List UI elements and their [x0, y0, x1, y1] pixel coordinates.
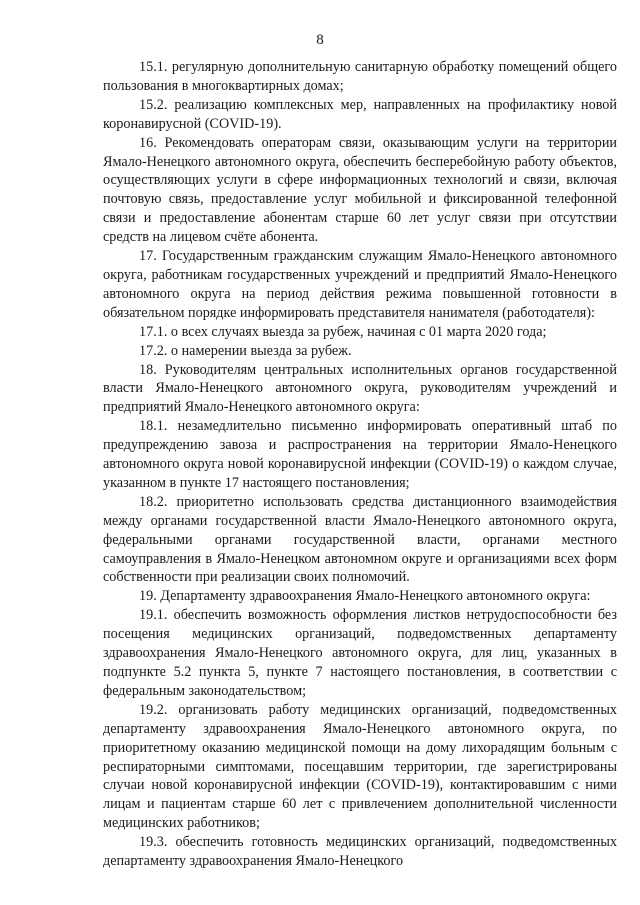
paragraph-18-1: 18.1. незамедлительно письменно информировать оперативный штаб по предупреждению завоза и распространения на территории Ямало-Ненецкого автономного округа новой коронавирусной инфекции (COVID-19) о каждом случае, указанном в пункте 17 настоящего постановления;: [103, 418, 617, 491]
paragraph-19: 19. Департаменту здравоохранения Ямало-Ненецкого автономного округа:: [139, 588, 591, 605]
page-number: 8: [316, 32, 324, 48]
paragraph-18-2: 18.2. приоритетно использовать средства дистанционного взаимодействия между органами государственной власти Ямало-Ненецкого автономного округа, федеральными органами государственной власти, органами местного самоуправления в Ямало-Ненецком автономном округе и организациями всех форм собственности при реализации своих полномочий.: [103, 493, 617, 586]
paragraph-19-2: 19.2. организовать работу медицинских организаций, подведомственных департаменту здравоохранения Ямало-Ненецкого автономного округа, по приоритетному оказанию медицинской помощи на дому лихорадящим больным с респираторными симптомами, посещавшим территории, где зарегистрированы случаи новой коронавирусной инфекции (COVID-19), контактировавшим с ними лицам и пациентам старше 60 лет с привлечением дополнительной численности медицинских работников;: [103, 701, 617, 832]
paragraph-18: 18. Руководителям центральных исполнительных органов государственной власти Ямало-Ненецкого автономного округа, руководителям учреждений и предприятий Ямало-Ненецкого автономного округа:: [103, 361, 617, 416]
paragraph-17-2: 17.2. о намерении выезда за рубеж.: [139, 342, 352, 359]
paragraph-15-1: 15.1. регулярную дополнительную санитарную обработку помещений общего пользования в многоквартирных домах;: [103, 59, 617, 94]
paragraph-19-3: 19.3. обеспечить готовность медицинских организаций, подведомственных департаменту здравоохранения Ямало-Ненецкого: [103, 834, 617, 870]
paragraph-19-1: 19.1. обеспечить возможность оформления листков нетрудоспособности без посещения медицинских организаций, подведомственных департаменту здравоохранения Ямало-Ненецкого автономного округа, для лиц, указанных в подпункте 5.2 пункта 5, пункте 7 настоящего постановления, в соответствии с федеральным законодательством;: [103, 607, 617, 699]
paragraph-17: 17. Государственным гражданским служащим Ямало-Ненецкого автономного округа, работникам государственных учреждений и предприятий Ямало-Ненецкого автономного округа на период действия режима повышенной готовности в обязательном порядке информировать представителя нанимателя (работодателя):: [103, 248, 617, 321]
paragraph-17-1: 17.1. о всех случаях выезда за рубеж, начиная с 01 марта 2020 года;: [139, 323, 547, 340]
paragraph-15-2: 15.2. реализацию комплексных мер, направленных на профилактику новой коронавирусной (COVID-19).: [103, 96, 617, 132]
document-body: [103, 58, 617, 871]
paragraph-16: 16. Рекомендовать операторам связи, оказывающим услуги на территории Ямало-Ненецкого автономного округа, обеспечить бесперебойную работу объектов, осуществляющих услуги в сфере информационных технологий и связи, включая почтовую связь, предоставление услуг мобильной и фиксированной телефонной связи и предоставление абонентам старше 60 лет услуг связи при отсутствии средств на лицевом счёте абонента.: [103, 134, 617, 246]
